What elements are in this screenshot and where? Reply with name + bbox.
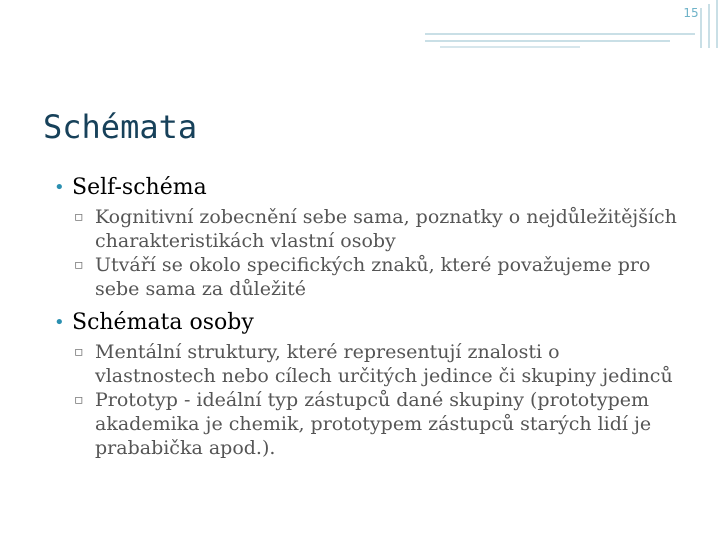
bullet-dot-icon: • [54,177,65,198]
bullet-person-schemas [54,309,720,336]
square-bullet-icon: ▫ [74,392,84,408]
sub-bullet [74,388,685,460]
header-decoration-vline [716,0,718,48]
square-bullet-icon: ▫ [74,209,84,225]
header-decoration-line [425,33,695,35]
bullet-text: Self-schéma [72,175,207,200]
sub-bullet [74,205,685,253]
sub-bullet-text: Prototyp - ideální typ zástupců dané skupiny (prototypem akademika je chemik, prototypem zástupců starých lidí je prababička apod.). [95,389,652,459]
page-number: 15 [683,6,699,20]
bullet-dot-icon: • [54,312,65,333]
header-decoration-line [425,40,670,42]
bullet-self-schema [54,174,720,201]
bullet-text: Schémata osoby [72,310,254,335]
header-decoration-line [440,46,580,48]
sub-bullet-text: Kognitivní zobecnění sebe sama, poznatky o nejdůležitějších charakteristikách vlastní osoby [95,206,677,252]
square-bullet-icon: ▫ [74,344,84,360]
sub-bullet [74,253,685,301]
slide-content [0,174,720,460]
header-decoration-vline [708,4,710,48]
square-bullet-icon: ▫ [74,257,84,273]
sub-bullet-text: Utváří se okolo specifických znaků, které považujeme pro sebe sama za důležité [95,254,651,300]
sub-bullet-text: Mentální struktury, které representují znalosti o vlastnostech nebo cílech určitých jedince či skupiny jedinců [95,341,673,387]
sub-bullet [74,340,685,388]
slide-title: Schémata [43,108,198,146]
